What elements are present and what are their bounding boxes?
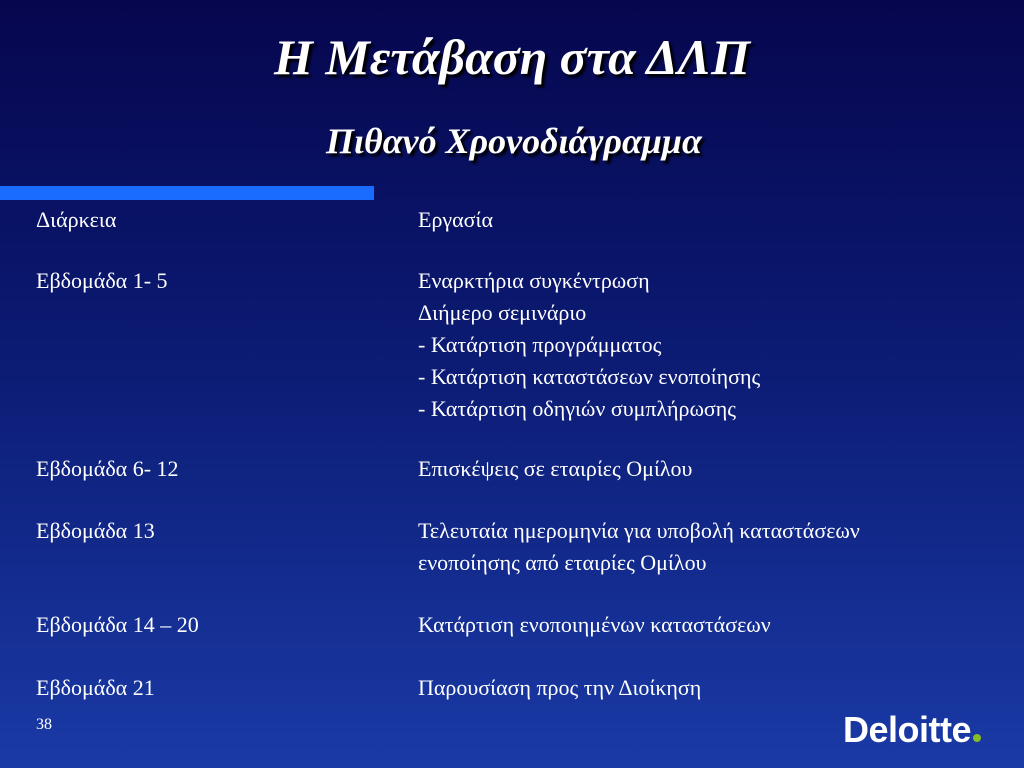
row-tasks	[418, 453, 692, 485]
row-duration: Εβδομάδα 1- 5	[36, 268, 168, 293]
row-duration: Εβδομάδα 21	[36, 675, 155, 700]
row-duration: Εβδομάδα 13	[36, 518, 155, 543]
task-line: Τελευταία ημερομηνία για υποβολή καταστάσεων	[418, 518, 860, 543]
row-tasks	[418, 672, 701, 704]
slide-title: Η Μετάβαση στα ΔΛΠ	[273, 29, 750, 85]
task-line: Διήμερο σεμινάριο	[418, 300, 587, 325]
task-line: - Κατάρτιση οδηγιών συμπλήρωσης	[418, 396, 737, 421]
task-line: Εναρκτήρια συγκέντρωση	[418, 268, 650, 293]
task-line: - Κατάρτιση προγράμματος	[418, 332, 662, 357]
accent-bar	[0, 186, 374, 200]
deloitte-logo	[843, 709, 981, 751]
row-tasks	[418, 515, 860, 579]
row-tasks	[418, 265, 760, 425]
header-task: Εργασία	[418, 207, 493, 232]
task-line: Κατάρτιση ενοποιημένων καταστάσεων	[418, 612, 771, 637]
row-duration: Εβδομάδα 6- 12	[36, 456, 179, 481]
task-line: - Κατάρτιση καταστάσεων ενοποίησης	[418, 364, 761, 389]
slide-subtitle: Πιθανό Χρονοδιάγραμμα	[326, 121, 702, 161]
logo-dot-icon	[973, 734, 981, 742]
page-number: 38	[36, 716, 52, 733]
logo-text: Deloitte	[843, 709, 972, 750]
row-tasks	[418, 609, 771, 641]
task-line: ενοποίησης από εταιρίες Ομίλου	[418, 550, 707, 575]
task-line: Επισκέψεις σε εταιρίες Ομίλου	[418, 456, 693, 481]
task-line: Παρουσίαση προς την Διοίκηση	[418, 675, 702, 700]
header-duration: Διάρκεια	[36, 207, 117, 232]
row-duration: Εβδομάδα 14 – 20	[36, 612, 199, 637]
